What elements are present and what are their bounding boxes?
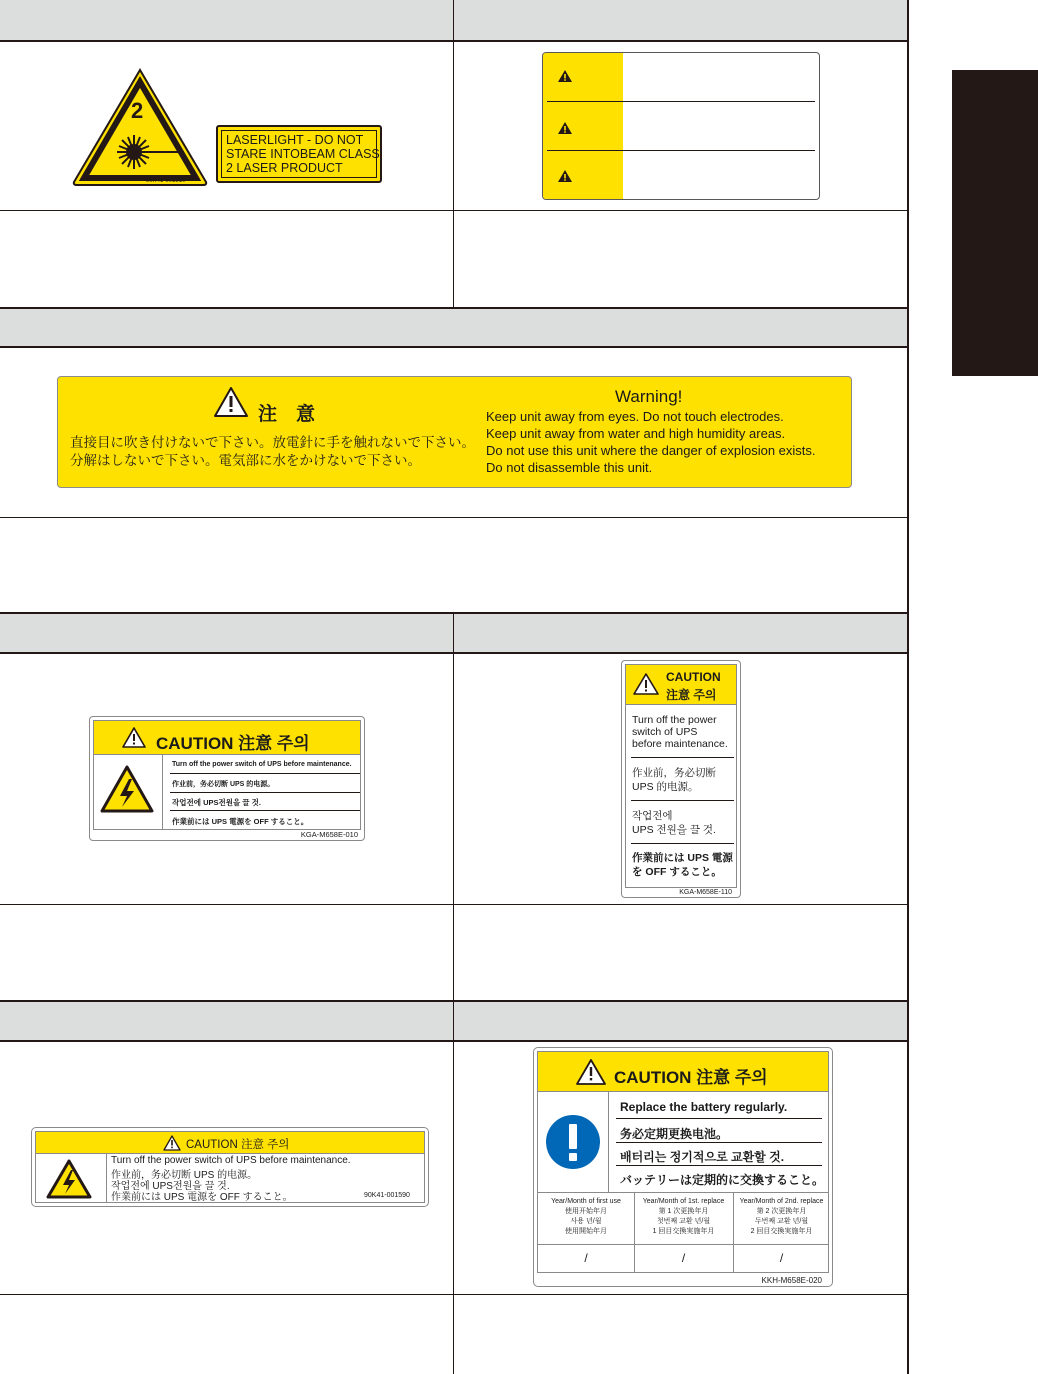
en-warning-line: Do not disassemble this unit.: [486, 460, 653, 475]
divider: [616, 1142, 822, 1143]
divider: [170, 810, 360, 811]
laser-text-line: LASERLIGHT - DO NOT: [226, 133, 364, 147]
electrode-warning-label: [57, 376, 852, 488]
ups-line: 作業前には UPS 電源を OFF すること。: [172, 817, 309, 826]
rule: [907, 0, 909, 1374]
part-number: KGA-M658E-010: [300, 830, 358, 839]
ups-line: before maintenance.: [632, 738, 728, 750]
ups-line: switch of UPS: [632, 726, 698, 738]
divider: [631, 843, 734, 844]
divider: [547, 150, 815, 151]
caution-header-text: CAUTION 注意 주의: [186, 1139, 290, 1151]
ups-line: Turn off the power switch of UPS before maintenance.: [111, 1155, 351, 1166]
date-column-label: Year/Month of first use: [551, 1198, 621, 1205]
divider: [170, 773, 360, 774]
ups-line: 작업전에: [632, 810, 673, 822]
ups-caution-label-small: [31, 1127, 429, 1207]
laser-class-number: 2: [131, 98, 144, 123]
row2-header: [0, 308, 907, 346]
rule: [453, 0, 454, 308]
divider: [616, 1118, 822, 1119]
laser-part-number: 90K41-001510: [146, 178, 186, 184]
laser-text-line: STARE INTOBEAM CLASS: [226, 147, 380, 161]
date-column-label: 첫번째 교환 년/월: [656, 1218, 711, 1225]
en-warning-line: Do not use this unit where the danger of explosion exists.: [486, 443, 816, 458]
battery-line: 务必定期更换电池。: [620, 1127, 729, 1141]
date-column-label: 第 1 次更换年月: [658, 1208, 709, 1215]
caution-header-text: CAUTION: [666, 670, 721, 684]
ups-line: 작업전에 UPS전원을 끌 것.: [111, 1181, 230, 1192]
ups-line: Turn off the power: [632, 714, 717, 726]
date-column-label: 두번째 교환 년/월: [754, 1218, 809, 1225]
ups-line: 作業前には UPS 電源: [632, 852, 733, 864]
date-table-mid-rule: [538, 1244, 828, 1245]
battery-caution-label: [533, 1047, 833, 1287]
ups-line: UPS 的电源。: [632, 781, 699, 793]
electric-shock-icon: [46, 1159, 92, 1199]
date-column-label: 第 2 次更换年月: [756, 1208, 807, 1215]
ups-line: を OFF すること。: [632, 866, 722, 878]
date-column-first-use: [538, 1197, 634, 1237]
divider: [631, 757, 734, 758]
ups-caution-label-horizontal: [89, 716, 365, 841]
part-number: KKH-M658E-020: [761, 1276, 822, 1285]
laser-hazard-icon: [72, 68, 208, 186]
date-column-label: 사용 년/월: [570, 1218, 602, 1225]
ups-line: 作业前，务必切断: [632, 767, 716, 779]
laser-text-line: 2 LASER PRODUCT: [226, 161, 343, 175]
caution-header-text: CAUTION 注意 주의: [614, 1068, 768, 1087]
en-warning-line: Keep unit away from water and high humidity areas.: [486, 426, 786, 441]
warning-triangle-icon: [557, 169, 573, 183]
warning-triangle-icon: [163, 1135, 181, 1151]
battery-line: 배터리는 정기적으로 교환할 것.: [620, 1150, 785, 1164]
signal-word-label: [542, 52, 820, 200]
side-index-tab: [952, 70, 1038, 376]
en-warning-line: Keep unit away from eyes. Do not touch electrodes.: [486, 409, 784, 424]
ups-line: 作業前には UPS 電源を OFF すること。: [111, 1192, 293, 1203]
info-exclamation-icon: [545, 1114, 601, 1170]
ups-line: 作业前，务必切断 UPS 的电源。: [111, 1170, 258, 1181]
signal-word-panel: [543, 53, 623, 199]
date-column-label: 1 回目交換実施年月: [652, 1228, 715, 1235]
date-column-label: 使用開始年月: [565, 1228, 607, 1235]
en-warning-title: Warning!: [615, 387, 683, 406]
date-column-label: 2 回目交換実施年月: [750, 1228, 813, 1235]
battery-line: バッテリーは定期的に交換すること。: [620, 1173, 825, 1187]
date-slash: /: [681, 1251, 686, 1265]
vertical-divider: [106, 1154, 107, 1202]
electric-shock-icon: [100, 765, 154, 813]
date-column-1st-replace: [634, 1197, 733, 1237]
date-slash: /: [779, 1251, 784, 1265]
warning-triangle-icon: [576, 1059, 606, 1086]
date-slash: /: [584, 1251, 588, 1265]
ups-line: 작업전에 UPS전원을 끌 것.: [172, 798, 261, 807]
vertical-divider: [162, 755, 163, 830]
ups-line: 作业前，务必切断 UPS 的电源。: [172, 781, 275, 788]
rule: [453, 613, 454, 1374]
warning-triangle-icon: [557, 69, 573, 83]
caution-header-cjk: 注意 주의: [666, 688, 717, 702]
jp-caution-title: 注 意: [258, 404, 316, 425]
divider: [631, 800, 734, 801]
vertical-divider: [608, 1092, 609, 1192]
divider: [616, 1165, 822, 1166]
part-number: KGA-M658E-110: [679, 889, 732, 896]
caution-header-text: CAUTION 注意 주의: [156, 734, 310, 753]
jp-warning-line: 分解はしないで下さい。電気部に水をかけないで下さい。: [70, 453, 421, 468]
laser-text-box: [216, 125, 382, 183]
date-table-top-rule: [538, 1192, 828, 1193]
ups-line: UPS 전원을 끌 것.: [632, 824, 716, 836]
jp-warning-line: 直接目に吹き付けないで下さい。放電針に手を触れないで下さい。: [70, 435, 475, 450]
rule: [0, 517, 907, 518]
date-column-label: Year/Month of 1st. replace: [642, 1198, 725, 1205]
warning-triangle-icon: [213, 386, 249, 418]
rule: [0, 346, 907, 348]
ups-caution-label-vertical: [621, 660, 741, 898]
ups-line: Turn off the power switch of UPS before maintenance.: [172, 761, 352, 768]
date-column-label: 使用开始年月: [565, 1208, 607, 1215]
date-column-2nd-replace: [733, 1197, 830, 1237]
divider: [547, 101, 815, 102]
warning-triangle-icon: [122, 727, 146, 749]
battery-line: Replace the battery regularly.: [620, 1100, 788, 1114]
date-column-label: Year/Month of 2nd. replace: [739, 1198, 824, 1205]
divider: [170, 792, 360, 793]
warning-triangle-icon: [557, 121, 573, 135]
warning-triangle-icon: [633, 673, 659, 696]
part-number: 90K41-001590: [364, 1192, 410, 1199]
